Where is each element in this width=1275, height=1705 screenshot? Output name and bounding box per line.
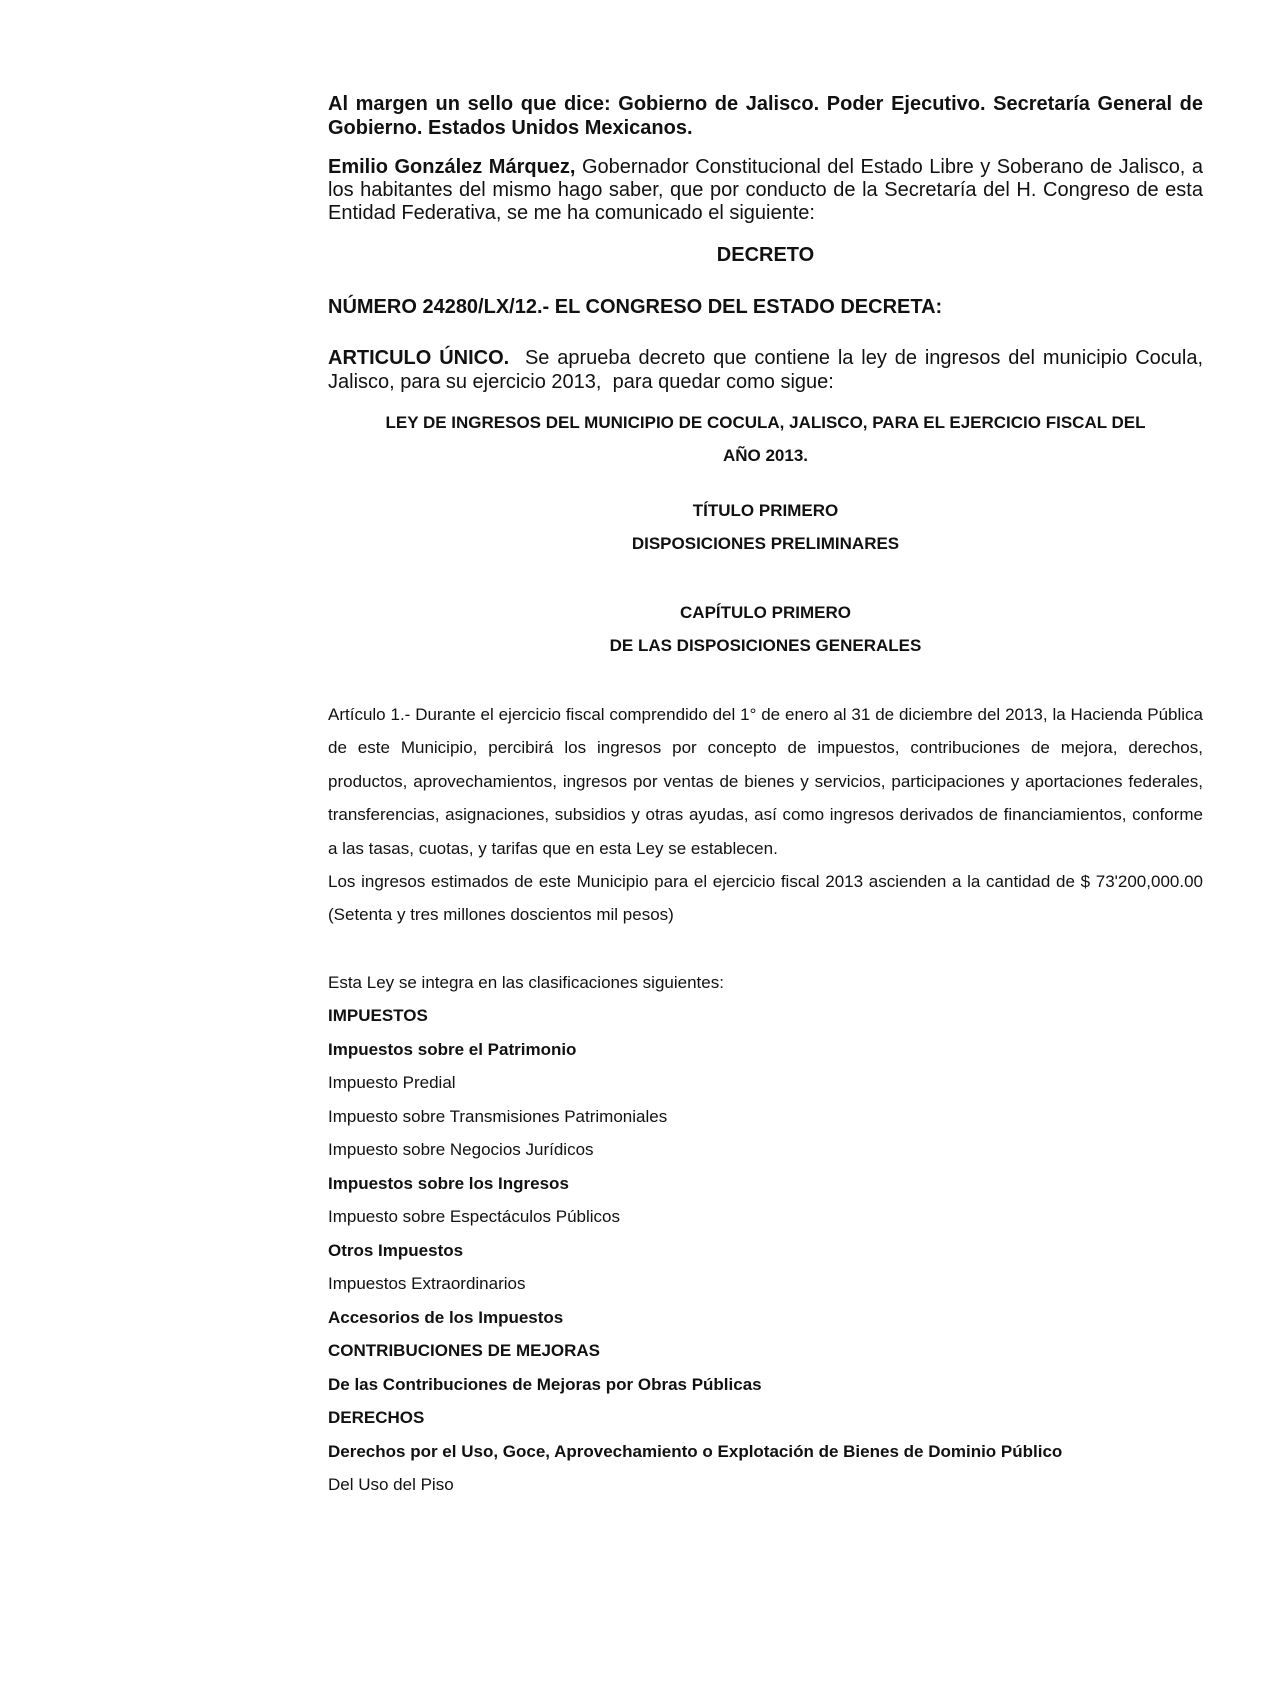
- list-item: Esta Ley se integra en las clasificaciones siguientes:: [328, 972, 724, 992]
- list-item: De las Contribuciones de Mejoras por Obras Públicas: [328, 1374, 762, 1394]
- titulo-heading: [328, 494, 1203, 560]
- articulo-1-paragraph: Artículo 1.- Durante el ejercicio fiscal comprendido del 1° de enero al 31 de diciembre del 2013, la Hacienda Pública de este Municipio, percibirá los ingresos por concepto de impuestos, contribuciones de mejora, derechos, productos, aprovechamientos, ingresos por ventas de bienes y servicios, participaciones y aportaciones federales, transferencias, asignaciones, subsidios y otras ayudas, así como ingresos derivados de financiamientos, conforme a las tasas, cuotas, y tarifas que en esta Ley se establecen.: [328, 705, 1203, 858]
- list-item: Impuestos sobre el Patrimonio: [328, 1039, 577, 1059]
- titulo-line-1: TÍTULO PRIMERO: [692, 501, 839, 520]
- decreto-heading: DECRETO: [716, 244, 815, 266]
- list-item: Impuesto Predial: [328, 1073, 456, 1093]
- capitulo-line-2: DE LAS DISPOSICIONES GENERALES: [609, 636, 922, 655]
- list-item: Del Uso del Piso: [328, 1475, 454, 1495]
- governor-paragraph: [328, 156, 1203, 225]
- list-item: Accesorios de los Impuestos: [328, 1307, 564, 1327]
- list-item: Impuestos Extraordinarios: [328, 1274, 526, 1294]
- list-item: Impuestos sobre los Ingresos: [328, 1173, 569, 1193]
- articulo-unico-label: ARTICULO ÚNICO.: [328, 347, 510, 369]
- ley-title-line-2: AÑO 2013.: [722, 446, 809, 465]
- capitulo-heading: [328, 596, 1203, 662]
- page-content: [328, 92, 1215, 1502]
- titulo-line-2: DISPOSICIONES PRELIMINARES: [631, 534, 900, 553]
- list-item: IMPUESTOS: [328, 1006, 428, 1026]
- ley-title-line-1: LEY DE INGRESOS DEL MUNICIPIO DE COCULA, JALISCO, PARA EL EJERCICIO FISCAL DEL: [385, 413, 1146, 432]
- list-item: Otros Impuestos: [328, 1240, 464, 1260]
- list-item: DERECHOS: [328, 1408, 425, 1428]
- list-item: Impuesto sobre Negocios Jurídicos: [328, 1140, 594, 1160]
- list-item: Impuesto sobre Transmisiones Patrimoniales: [328, 1106, 668, 1126]
- list-item: Derechos por el Uso, Goce, Aprovechamiento o Explotación de Bienes de Dominio Público: [328, 1441, 1063, 1461]
- decreto-number: NÚMERO 24280/LX/12.- EL CONGRESO DEL ESTADO DECRETA:: [328, 296, 943, 318]
- list-item: CONTRIBUCIONES DE MEJORAS: [328, 1341, 601, 1361]
- articulo-unico-text: Se aprueba decreto que contiene la ley de ingresos del municipio Cocula, Jalisco, para su ejercicio 2013, para quedar como sigue:: [328, 347, 1215, 393]
- ley-title: [328, 406, 1203, 472]
- capitulo-line-1: CAPÍTULO PRIMERO: [680, 603, 851, 622]
- clasificaciones-list: [328, 966, 1203, 1502]
- governor-name: Emilio González Márquez,: [328, 156, 576, 178]
- sello-paragraph: Al margen un sello que dice: Gobierno de Jalisco. Poder Ejecutivo. Secretaría General de Gobierno. Estados Unidos Mexicanos.: [328, 93, 1203, 139]
- ingresos-estimados-paragraph: Los ingresos estimados de este Municipio para el ejercicio fiscal 2013 ascienden a la cantidad de $ 73'200,000.00 (Setenta y tres millones doscientos mil pesos): [328, 872, 1203, 925]
- list-item: Impuesto sobre Espectáculos Públicos: [328, 1207, 620, 1227]
- governor-text: Gobernador Constitucional del Estado Libre y Soberano de Jalisco, a los habitantes del mismo hago saber, que por conducto de la Secretaría del H. Congreso de esta Entidad Federativa, se me ha comunicado el siguiente:: [328, 156, 1203, 224]
- articulo-unico-paragraph: [328, 346, 1215, 394]
